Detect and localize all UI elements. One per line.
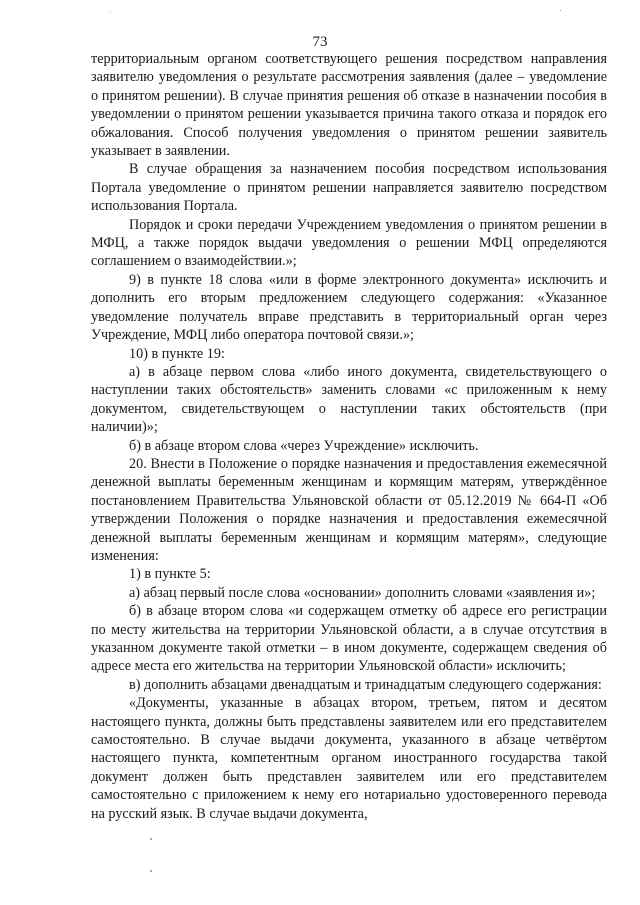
scan-speck xyxy=(150,870,152,872)
paragraph: 9) в пункте 18 слова «или в форме электронного документа» исключить и дополнить его вторым предложением следующего содержания: «Указанное уведомление получатель вправе представить в территориальный орган через Учреждение, МФЦ либо оператора почтовой связи.»; xyxy=(91,271,607,344)
paragraph: Порядок и сроки передачи Учреждением уведомления о принятом решении в МФЦ, а также порядок выдачи уведомления о решении МФЦ определяются соглашением о взаимодействии.»; xyxy=(91,216,607,270)
paragraph: 10) в пункте 19: xyxy=(129,345,225,362)
paragraph: «Документы, указанные в абзацах втором, третьем, пятом и десятом настоящего пункта, должны быть представлены заявителем или его представителем самостоятельно. В случае выдачи документа, указанного в абзаце четвёртом настоящего пункта, компетентным органом иностранного государства такой документ должен быть представлен заявителем или его представителем самостоятельно с приложением к нему его нотариально удостоверенного перевода на русский язык. В случае выдачи документа, xyxy=(91,695,607,822)
scan-speck xyxy=(150,838,152,840)
document-body xyxy=(91,50,607,823)
paragraph: В случае обращения за назначением пособия посредством использования Портала уведомление о принятом решении направляется заявителю посредством использования Портала. xyxy=(91,161,607,215)
paragraph: б) в абзаце втором слова «и содержащем отметку об адресе его регистрации по месту жительства на территории Ульяновской области, а в случае отсутствия в указанном документе такой отметки – в ином документе, содержащем сведения об адресе места его жительства на территории Ульяновской области» исключить; xyxy=(91,603,607,675)
paragraph: а) абзац первый после слова «основании» дополнить словами «заявления и»; xyxy=(129,584,596,601)
scan-speck xyxy=(110,12,111,13)
paragraph: 20. Внести в Положение о порядке назначения и предоставления ежемесячной денежной выплаты беременным женщинам и кормящим матерям, утверждённое постановлением Правительства Ульяновской области от 05.12.2019 № 664-П «Об утверждении Положения о порядке назначения и предоставления ежемесячной денежной выплаты беременным женщинам и кормящим матерям», следующие изменения: xyxy=(91,455,607,564)
page-number: 73 xyxy=(312,34,328,50)
paragraph: а) в абзаце первом слова «либо иного документа, свидетельствующего о наступлении таких обстоятельств» заменить словами «с приложенным к нему документом, свидетельствующем о наступлении таких обстоятельств (при наличии)»; xyxy=(91,363,607,436)
paragraph: б) в абзаце втором слова «через Учреждение» исключить. xyxy=(129,437,479,454)
paragraph: в) дополнить абзацами двенадцатым и тринадцатым следующего содержания: xyxy=(129,676,602,693)
paragraph: территориальным органом соответствующего решения посредством направления заявителю уведомления о результате рассмотрения заявления (далее – уведомление о принятом решении). В случае принятия решения об отказе в назначении пособия в уведомлении о принятом решении указывается причина такого отказа и порядок его обжалования. Способ получения уведомления о принятом решении заявитель указывает в заявлении. xyxy=(91,51,607,160)
scan-speck xyxy=(560,10,561,11)
paragraph: 1) в пункте 5: xyxy=(129,566,211,583)
